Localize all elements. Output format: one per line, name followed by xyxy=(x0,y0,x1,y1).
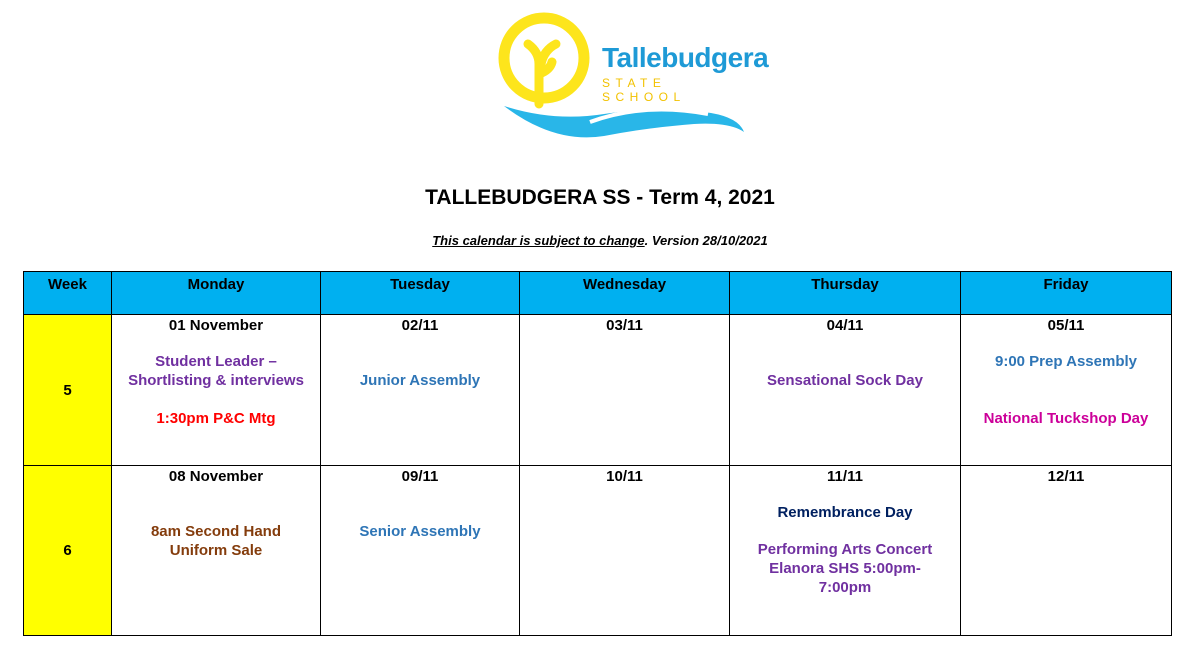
version-text: . Version 28/10/2021 xyxy=(644,233,768,248)
day-cell xyxy=(961,466,1172,636)
day-cell xyxy=(520,466,730,636)
header-week: Week xyxy=(24,272,112,315)
header-tuesday: Tuesday xyxy=(321,272,520,315)
day-cell xyxy=(112,466,321,636)
calendar-version-note xyxy=(0,233,1200,248)
event-text: National Tuckshop Day xyxy=(983,410,1149,427)
day-date: 01 November xyxy=(168,317,264,334)
day-date: 04/11 xyxy=(826,317,864,334)
header-friday: Friday xyxy=(961,272,1172,315)
day-date: 02/11 xyxy=(401,317,439,334)
header-monday: Monday xyxy=(112,272,321,315)
school-logo xyxy=(494,4,769,148)
week-number: 6 xyxy=(24,466,112,636)
event-text: Student Leader – Shortlisting & interviews xyxy=(128,353,304,389)
logo-subtext: STATE SCHOOL xyxy=(602,76,686,104)
change-disclaimer: This calendar is subject to change xyxy=(432,233,645,248)
header-thursday: Thursday xyxy=(730,272,961,315)
event-text: 8am Second Hand Uniform Sale xyxy=(150,523,282,559)
header-row xyxy=(24,272,1172,315)
day-cell xyxy=(961,315,1172,466)
day-cell xyxy=(730,315,961,466)
day-date: 08 November xyxy=(168,468,264,485)
day-cell xyxy=(321,466,520,636)
week-row xyxy=(24,466,1172,636)
day-cell xyxy=(730,466,961,636)
page-title: TALLEBUDGERA SS - Term 4, 2021 xyxy=(425,186,775,209)
term-calendar-table xyxy=(23,271,1172,636)
logo-name: Tallebudgera xyxy=(602,42,769,73)
day-cell xyxy=(520,315,730,466)
day-date: 05/11 xyxy=(1047,317,1085,334)
event-text: Remembrance Day xyxy=(777,504,913,521)
event-text: 9:00 Prep Assembly xyxy=(994,353,1138,370)
day-date: 11/11 xyxy=(827,468,863,485)
day-date: 10/11 xyxy=(606,468,643,485)
week-number: 5 xyxy=(24,315,112,466)
event-text: Senior Assembly xyxy=(359,523,481,540)
day-cell xyxy=(112,315,321,466)
event-text: Junior Assembly xyxy=(359,372,481,389)
day-date: 12/11 xyxy=(1047,468,1085,485)
day-date: 03/11 xyxy=(606,317,643,334)
header-wednesday: Wednesday xyxy=(520,272,730,315)
week-row xyxy=(24,315,1172,466)
day-cell xyxy=(321,315,520,466)
event-text: Sensational Sock Day xyxy=(767,372,923,389)
day-date: 09/11 xyxy=(401,468,439,485)
event-text: Performing Arts Concert Elanora SHS 5:00pm-7:00pm xyxy=(757,541,933,596)
event-text: 1:30pm P&C Mtg xyxy=(156,410,276,427)
